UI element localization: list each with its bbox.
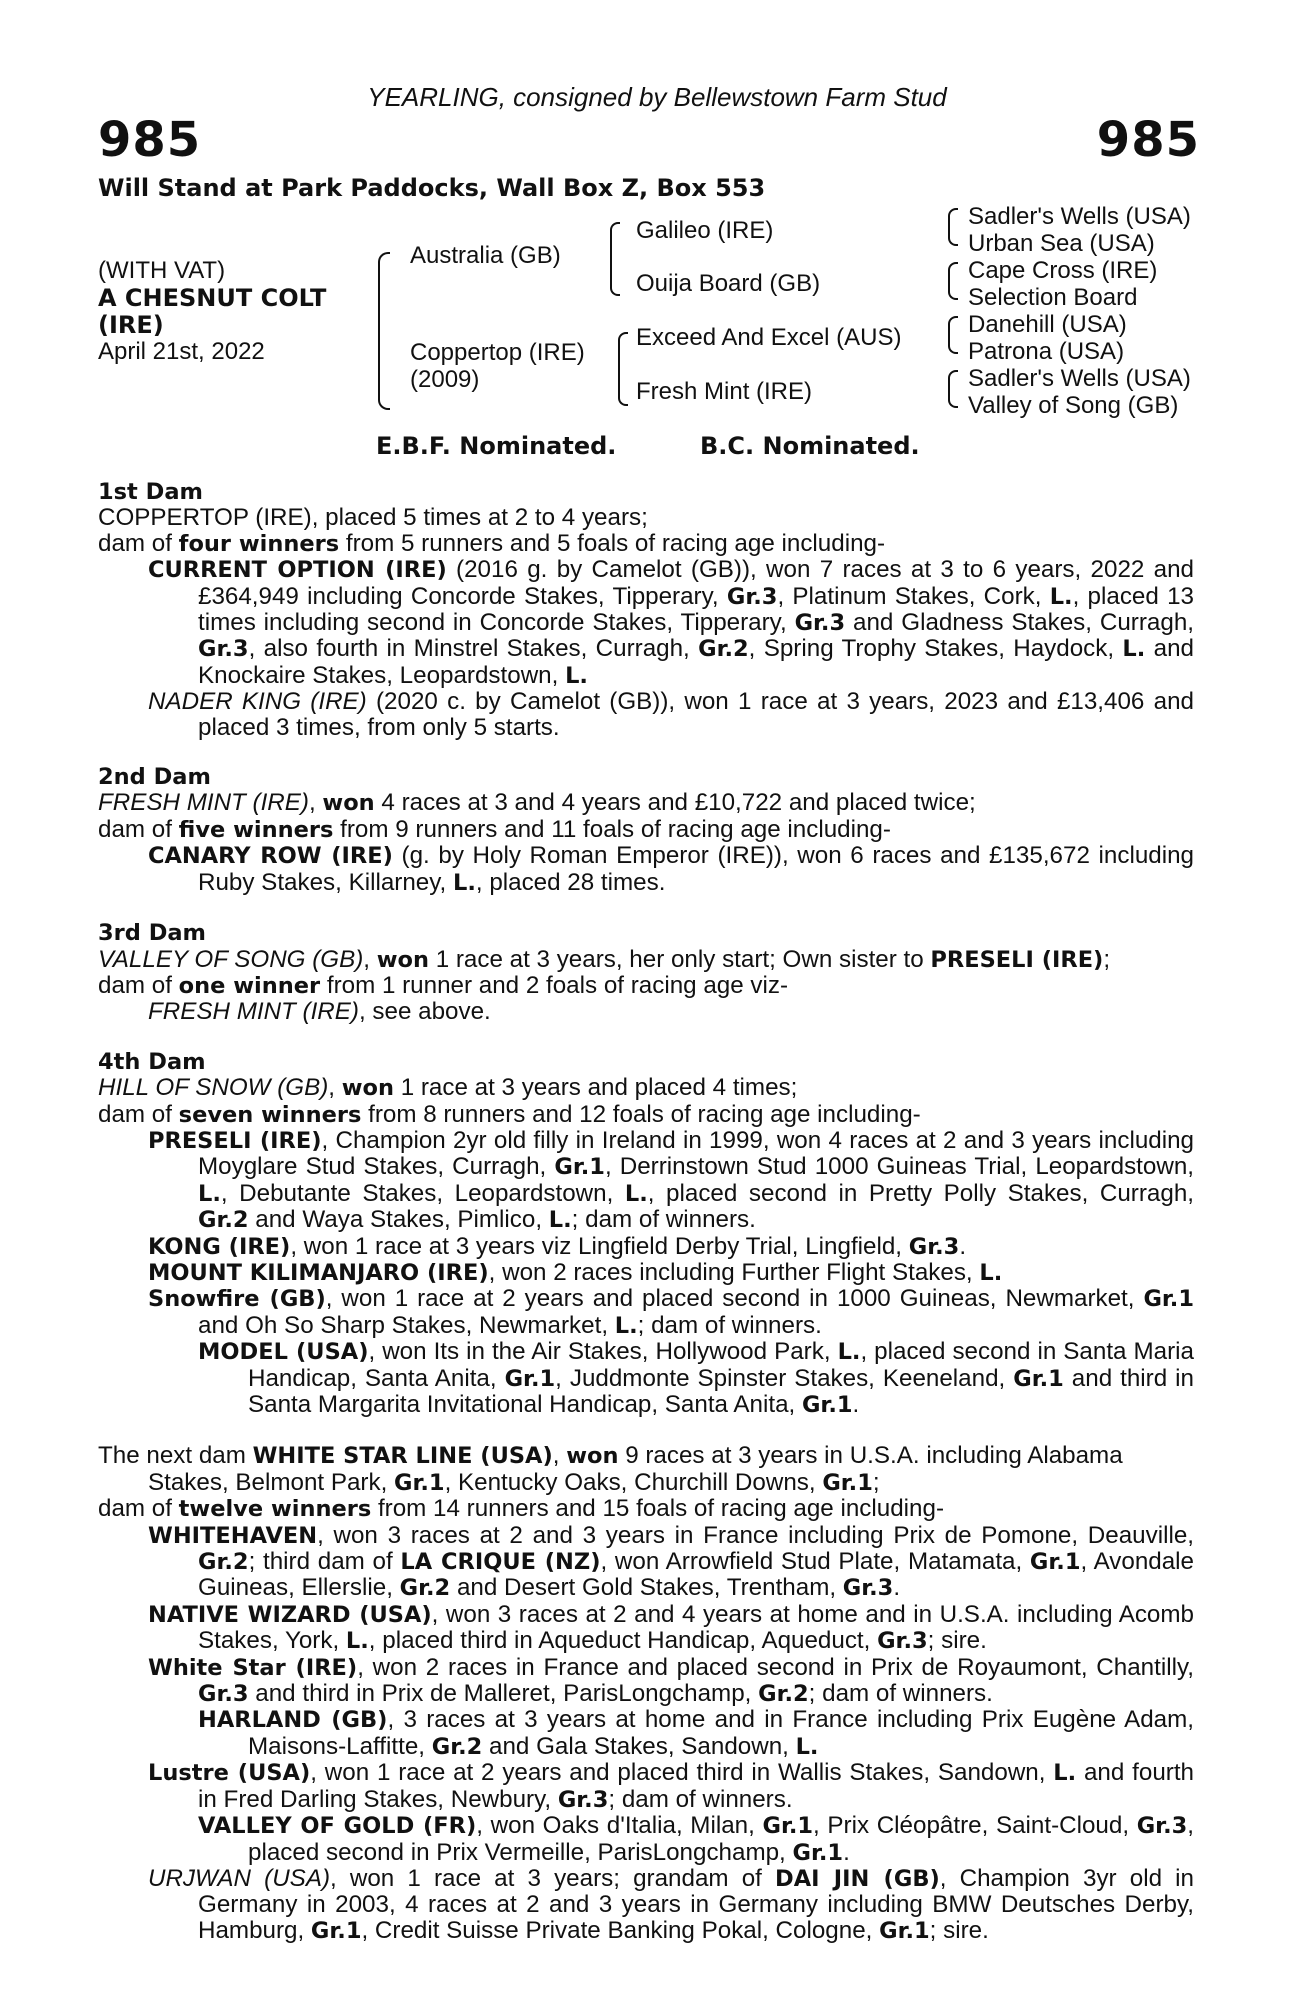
text-run: and Waya Stakes, Pimlico, bbox=[248, 1206, 549, 1234]
progeny-record bbox=[98, 1128, 1194, 1234]
bold-text: Lustre (USA) bbox=[148, 1760, 311, 1787]
g-selection-board: Selection Board bbox=[968, 284, 1138, 311]
text-run: ; dam of winners. bbox=[637, 1311, 822, 1339]
sire-dam: Ouija Board (GB) bbox=[636, 270, 821, 297]
text-run: 4 races at 3 and 4 years and £10,722 and placed twice; bbox=[374, 789, 976, 817]
text-run: , Champion 2yr old filly in Ireland in 1999, won 4 races at 2 and 3 years including Moyglare Stud Stakes, Curragh, bbox=[198, 1126, 1195, 1181]
dam-record bbox=[98, 947, 1194, 973]
dam-section bbox=[98, 1443, 1194, 1944]
bold-text: Gr.3 bbox=[1136, 1813, 1188, 1840]
bold-text: MOUNT KILIMANJARO (IRE) bbox=[148, 1259, 489, 1286]
text-run: 1 race at 3 years, her only start; Own sister to bbox=[428, 945, 931, 973]
bold-text: seven winners bbox=[178, 1101, 362, 1128]
lot-number-left: 985 bbox=[98, 112, 202, 168]
progeny-record bbox=[98, 1286, 1194, 1339]
section-heading: 4th Dam bbox=[98, 1048, 206, 1075]
text-run: , placed third in Aqueduct Handicap, Aqueduct, bbox=[368, 1627, 878, 1655]
bold-text: Gr.1 bbox=[879, 1917, 930, 1944]
vat-note: (WITH VAT) bbox=[98, 257, 226, 284]
bold-text: Gr.3 bbox=[198, 636, 249, 663]
section-heading: 3rd Dam bbox=[98, 920, 206, 947]
bold-text: Gr.3 bbox=[198, 1681, 249, 1708]
section-gap bbox=[98, 896, 1194, 921]
text-run: dam of bbox=[98, 1495, 179, 1523]
bold-text: L. bbox=[614, 1312, 638, 1339]
text-run: , Champion 3yr old in Germany in 2003, 4 races at 2 and 3 years in Germany including BMW Deutsches Derby, Hamburg, bbox=[198, 1864, 1194, 1944]
dam-year: (2009) bbox=[410, 366, 480, 393]
dam-record bbox=[98, 790, 1194, 816]
text-run: from 8 runners and 12 foals of racing age including- bbox=[361, 1100, 921, 1128]
text-run: , placed second in Pretty Polly Stakes, Curragh, bbox=[647, 1179, 1194, 1207]
text-run: The next dam bbox=[98, 1442, 253, 1470]
text-run: , won Arrowfield Stud Plate, Matamata, bbox=[600, 1548, 1030, 1576]
text-run: , bbox=[308, 789, 323, 817]
bold-text: twelve winners bbox=[178, 1496, 372, 1523]
lot-number-right: 985 bbox=[1096, 112, 1200, 168]
italic-text: URJWAN (USA) bbox=[148, 1864, 331, 1892]
progeny-record bbox=[98, 1602, 1194, 1655]
bold-text: White Star (IRE) bbox=[148, 1654, 358, 1681]
sire-bracket bbox=[610, 222, 620, 296]
text-run: ; third dam of bbox=[248, 1548, 401, 1576]
bold-text: Gr.2 bbox=[431, 1733, 483, 1760]
text-run: from 14 runners and 15 foals of racing age including- bbox=[371, 1495, 945, 1523]
text-run: , Platinum Stakes, Cork, bbox=[777, 582, 1050, 610]
progeny-record bbox=[98, 1707, 1194, 1760]
bold-text: Gr.1 bbox=[394, 1469, 445, 1496]
g-urban-sea: Urban Sea (USA) bbox=[968, 230, 1155, 257]
dam-record bbox=[98, 817, 1194, 843]
text-run: , won 1 race at 3 years viz Lingfield Derby Trial, Lingfield, bbox=[290, 1232, 909, 1260]
section-heading: 2nd Dam bbox=[98, 764, 211, 791]
bold-text: PRESELI (IRE) bbox=[930, 946, 1104, 973]
progeny-record bbox=[98, 557, 1194, 689]
bold-text: L. bbox=[565, 662, 588, 689]
text-run: and third in Santa Margarita Invitational Handicap, Santa Anita, bbox=[248, 1364, 1194, 1418]
bold-text: Gr.2 bbox=[198, 1207, 249, 1234]
text-run: , won 2 races in France and placed second in Prix de Royaumont, Chantilly, bbox=[357, 1653, 1194, 1681]
bold-text: Gr.3 bbox=[842, 1575, 894, 1602]
text-run: , won 1 race at 2 years and placed second in 1000 Guineas, Newmarket, bbox=[325, 1285, 1144, 1313]
bold-text: Gr.1 bbox=[801, 1392, 853, 1418]
text-run: ; dam of winners. bbox=[608, 1785, 793, 1813]
text-run: ; bbox=[872, 1468, 880, 1496]
dam-record bbox=[98, 531, 1194, 557]
bold-text: Gr.1 bbox=[554, 1154, 605, 1181]
bold-text: Gr.2 bbox=[758, 1681, 809, 1708]
bold-text: L. bbox=[1049, 583, 1073, 610]
bold-text: five winners bbox=[178, 816, 334, 843]
text-run: ; dam of winners. bbox=[808, 1680, 993, 1708]
text-run: ; bbox=[1103, 945, 1111, 973]
text-run: ; dam of winners. bbox=[571, 1206, 756, 1234]
text-run: , won 3 races at 2 and 3 years in France including Prix de Pomone, Deauville, bbox=[317, 1521, 1194, 1549]
text-run: from 1 runner and 2 foals of racing age viz- bbox=[320, 971, 789, 999]
progeny-record bbox=[98, 1339, 1194, 1418]
text-run: , won 1 race at 2 years and placed third in Wallis Stakes, Sandown, bbox=[310, 1759, 1054, 1787]
bold-text: CANARY ROW (IRE) bbox=[148, 843, 393, 870]
dam-record bbox=[98, 1443, 1194, 1496]
bold-text: L. bbox=[1053, 1760, 1077, 1787]
text-run: , won 2 races including Further Flight Stakes, bbox=[488, 1258, 980, 1286]
dam-record bbox=[98, 1496, 1194, 1522]
dam-sire: Exceed And Excel (AUS) bbox=[636, 324, 902, 351]
progeny-record bbox=[98, 843, 1194, 896]
g-sadlers-wells-2: Sadler's Wells (USA) bbox=[968, 365, 1191, 392]
bold-text: won bbox=[566, 1443, 619, 1470]
text-run: , 3 races at 3 years at home and in France including Prix Eugène Adam, Maisons-Laffitte, bbox=[248, 1706, 1194, 1760]
bold-text: won bbox=[341, 1075, 394, 1102]
bold-text: WHITEHAVEN bbox=[148, 1522, 318, 1549]
horse-name-country: (IRE) bbox=[98, 311, 164, 339]
dam-dam: Fresh Mint (IRE) bbox=[636, 378, 813, 405]
text-run: , Prix Cléopâtre, Saint-Cloud, bbox=[813, 1812, 1137, 1840]
progeny-record bbox=[98, 689, 1194, 740]
text-run: , placed 13 times including second in Concorde Stakes, Tipperary, bbox=[198, 582, 1194, 637]
text-run: . bbox=[959, 1232, 967, 1260]
dam-section bbox=[98, 765, 1194, 896]
g-sadlers-wells-1: Sadler's Wells (USA) bbox=[968, 203, 1191, 230]
text-run: 1 race at 3 years and placed 4 times; bbox=[393, 1074, 798, 1102]
foaling-date: April 21st, 2022 bbox=[98, 338, 265, 365]
bold-text: L. bbox=[198, 1180, 221, 1207]
text-run: , placed second in Prix Vermeille, ParisLongchamp, bbox=[248, 1812, 1195, 1866]
progeny-record bbox=[98, 1866, 1194, 1944]
bold-text: L. bbox=[624, 1180, 648, 1207]
g-bracket-1 bbox=[948, 208, 958, 246]
text-run: , Kentucky Oaks, Churchill Downs, bbox=[444, 1468, 823, 1496]
bold-text: MODEL (USA) bbox=[198, 1339, 369, 1366]
italic-text: NADER KING (IRE) bbox=[148, 688, 367, 716]
text-run: dam of bbox=[98, 1100, 179, 1128]
bold-text: L. bbox=[795, 1733, 819, 1760]
text-run: and Gladness Stakes, Curragh, bbox=[845, 609, 1194, 637]
progeny-record bbox=[98, 1655, 1194, 1708]
bc-nomination: B.C. Nominated. bbox=[700, 432, 920, 460]
italic-text: HILL OF SNOW (GB) bbox=[98, 1074, 329, 1102]
text-run: , Spring Trophy Stakes, Haydock, bbox=[748, 635, 1123, 663]
dam-record bbox=[98, 505, 1194, 530]
text-run: (2016 g. by Camelot (GB)), won 7 races at 3 to 6 years, 2022 and £364,949 including Concorde Stakes, Tipperary, bbox=[198, 556, 1195, 610]
text-run: from 9 runners and 11 foals of racing age including- bbox=[333, 815, 891, 843]
italic-text: FRESH MINT (IRE) bbox=[98, 789, 309, 817]
text-run: , Debutante Stakes, Leopardstown, bbox=[220, 1179, 625, 1207]
text-run: , Derrinstown Stud 1000 Guineas Trial, Leopardstown, bbox=[604, 1153, 1194, 1181]
dam: Coppertop (IRE) bbox=[410, 339, 585, 366]
progeny-record bbox=[98, 1760, 1194, 1813]
bold-text: won bbox=[322, 790, 375, 817]
bold-text: L. bbox=[452, 869, 476, 896]
text-run: and Oh So Sharp Stakes, Newmarket, bbox=[198, 1311, 615, 1339]
text-run: ; sire. bbox=[927, 1627, 987, 1655]
text-run: , bbox=[552, 1442, 567, 1470]
bold-text: Gr.1 bbox=[504, 1365, 556, 1392]
text-run: , Avondale Guineas, Ellerslie, bbox=[198, 1548, 1195, 1602]
text-run: and Knockaire Stakes, Leopardstown, bbox=[198, 635, 1195, 689]
text-run: , placed 28 times. bbox=[475, 868, 666, 896]
text-run: . bbox=[843, 1838, 850, 1866]
bold-text: NATIVE WIZARD (USA) bbox=[148, 1601, 432, 1628]
bold-text: CURRENT OPTION (IRE) bbox=[148, 557, 447, 584]
stand-location: Will Stand at Park Paddocks, Wall Box Z, Box 553 bbox=[98, 174, 766, 202]
text-run: from 5 runners and 5 foals of racing age including- bbox=[339, 529, 886, 557]
bold-text: Gr.1 bbox=[1013, 1365, 1064, 1392]
text-run: and fourth in Fred Darling Stakes, Newbury, bbox=[198, 1759, 1194, 1813]
sire: Australia (GB) bbox=[410, 242, 561, 269]
dam-record bbox=[98, 1102, 1194, 1128]
bold-text: Gr.2 bbox=[198, 1549, 249, 1576]
bold-text: L. bbox=[345, 1628, 369, 1655]
text-run: , won Its in the Air Stakes, Hollywood Park, bbox=[368, 1338, 838, 1366]
bold-text: Gr.2 bbox=[698, 636, 749, 663]
g-patrona: Patrona (USA) bbox=[968, 338, 1125, 365]
bold-text: LA CRIQUE (NZ) bbox=[400, 1549, 601, 1576]
g-bracket-3 bbox=[948, 316, 958, 354]
text-run: and Gala Stakes, Sandown, bbox=[482, 1732, 796, 1760]
dam-record bbox=[98, 1075, 1194, 1101]
pedigree-bracket bbox=[378, 252, 390, 410]
bold-text: one winner bbox=[178, 972, 321, 999]
progeny-record bbox=[98, 1523, 1194, 1602]
dam-section bbox=[98, 480, 1194, 740]
text-run: and third in Prix de Malleret, ParisLongchamp, bbox=[248, 1680, 759, 1708]
text-run: , bbox=[363, 945, 377, 973]
bold-text: Gr.3 bbox=[557, 1786, 609, 1813]
italic-text: VALLEY OF SONG (GB) bbox=[98, 945, 364, 973]
text-run: , also fourth in Minstrel Stakes, Curragh, bbox=[248, 635, 699, 663]
bold-text: Gr.3 bbox=[877, 1628, 928, 1655]
bold-text: four winners bbox=[178, 530, 340, 557]
bold-text: Gr.1 bbox=[1143, 1286, 1194, 1313]
bold-text: L. bbox=[548, 1207, 572, 1234]
bold-text: DAI JIN (GB) bbox=[775, 1865, 940, 1892]
text-run: (2020 c. by Camelot (GB)), won 1 race at 3 years, 2023 and £13,406 and placed 3 times, from only 5 starts. bbox=[198, 688, 1194, 741]
bold-text: Gr.3 bbox=[726, 583, 778, 610]
text-run: , won 1 race at 3 years; grandam of bbox=[330, 1864, 776, 1892]
dam-record bbox=[98, 973, 1194, 999]
consignment-line: YEARLING, consigned by Bellewstown Farm Stud bbox=[367, 82, 947, 112]
text-run: . bbox=[852, 1391, 860, 1418]
text-run: (g. by Holy Roman Emperor (IRE)), won 6 races and £135,672 including Ruby Stakes, Killarney, bbox=[198, 842, 1195, 896]
bold-text: L. bbox=[979, 1259, 1003, 1286]
text-run: COPPERTOP (IRE), placed 5 times at 2 to 4 years; bbox=[98, 504, 648, 532]
g-bracket-4 bbox=[948, 370, 958, 408]
progeny-record bbox=[98, 1234, 1194, 1260]
bold-text: L. bbox=[837, 1339, 861, 1366]
section-gap bbox=[98, 1418, 1194, 1443]
bold-text: Gr.1 bbox=[792, 1839, 844, 1866]
bold-text: Snowfire (GB) bbox=[148, 1286, 326, 1313]
ebf-nomination: E.B.F. Nominated. bbox=[376, 432, 617, 460]
g-cape-cross: Cape Cross (IRE) bbox=[968, 257, 1158, 284]
bold-text: Gr.2 bbox=[399, 1575, 451, 1602]
catalogue-body bbox=[98, 480, 1194, 1944]
bold-text: HARLAND (GB) bbox=[198, 1707, 388, 1734]
sire-sire: Galileo (IRE) bbox=[636, 217, 774, 244]
bold-text: Gr.1 bbox=[310, 1917, 362, 1944]
bold-text: Gr.3 bbox=[908, 1233, 960, 1260]
g-danehill: Danehill (USA) bbox=[968, 311, 1127, 338]
bold-text: KONG (IRE) bbox=[148, 1233, 291, 1260]
text-run: , won Oaks d'Italia, Milan, bbox=[476, 1812, 763, 1840]
text-run: dam of bbox=[98, 971, 179, 999]
section-gap bbox=[98, 740, 1194, 765]
text-run: dam of bbox=[98, 815, 179, 843]
progeny-record bbox=[98, 1260, 1194, 1286]
bold-text: Gr.1 bbox=[762, 1813, 814, 1840]
text-run: ; sire. bbox=[929, 1916, 989, 1944]
italic-text: FRESH MINT (IRE) bbox=[148, 998, 359, 1026]
dam-section bbox=[98, 1050, 1194, 1419]
text-run: . bbox=[893, 1574, 901, 1602]
text-run: , won 3 races at 2 and 4 years at home and in U.S.A. including Acomb Stakes, York, bbox=[198, 1600, 1194, 1655]
bold-text: Gr.3 bbox=[794, 610, 846, 637]
bold-text: L. bbox=[1122, 636, 1146, 663]
text-run: , placed second in Santa Maria Handicap, Santa Anita, bbox=[248, 1338, 1194, 1392]
section-gap bbox=[98, 1025, 1194, 1050]
progeny-record bbox=[98, 1813, 1194, 1866]
text-run: , bbox=[328, 1074, 342, 1102]
dam-bracket bbox=[618, 332, 628, 406]
bold-text: PRESELI (IRE) bbox=[148, 1127, 322, 1154]
bold-text: WHITE STAR LINE (USA) bbox=[252, 1443, 553, 1470]
g-bracket-2 bbox=[948, 262, 958, 300]
progeny-record bbox=[98, 999, 1194, 1024]
text-run: , Juddmonte Spinster Stakes, Keeneland, bbox=[555, 1364, 1014, 1392]
g-valley-of-song: Valley of Song (GB) bbox=[968, 392, 1179, 419]
text-run: , see above. bbox=[358, 998, 491, 1026]
bold-text: Gr.1 bbox=[822, 1469, 873, 1496]
bold-text: VALLEY OF GOLD (FR) bbox=[198, 1813, 477, 1840]
dam-section bbox=[98, 921, 1194, 1025]
bold-text: Gr.1 bbox=[1029, 1549, 1081, 1576]
bold-text: won bbox=[376, 946, 429, 973]
text-run: 9 races at 3 years in U.S.A. including Alabama Stakes, Belmont Park, bbox=[148, 1442, 1123, 1496]
text-run: and Desert Gold Stakes, Trentham, bbox=[450, 1574, 843, 1602]
text-run: dam of bbox=[98, 529, 179, 557]
horse-name: A CHESNUT COLT bbox=[98, 284, 327, 312]
text-run: , Credit Suisse Private Banking Pokal, Cologne, bbox=[361, 1916, 880, 1944]
section-heading: 1st Dam bbox=[98, 479, 203, 505]
